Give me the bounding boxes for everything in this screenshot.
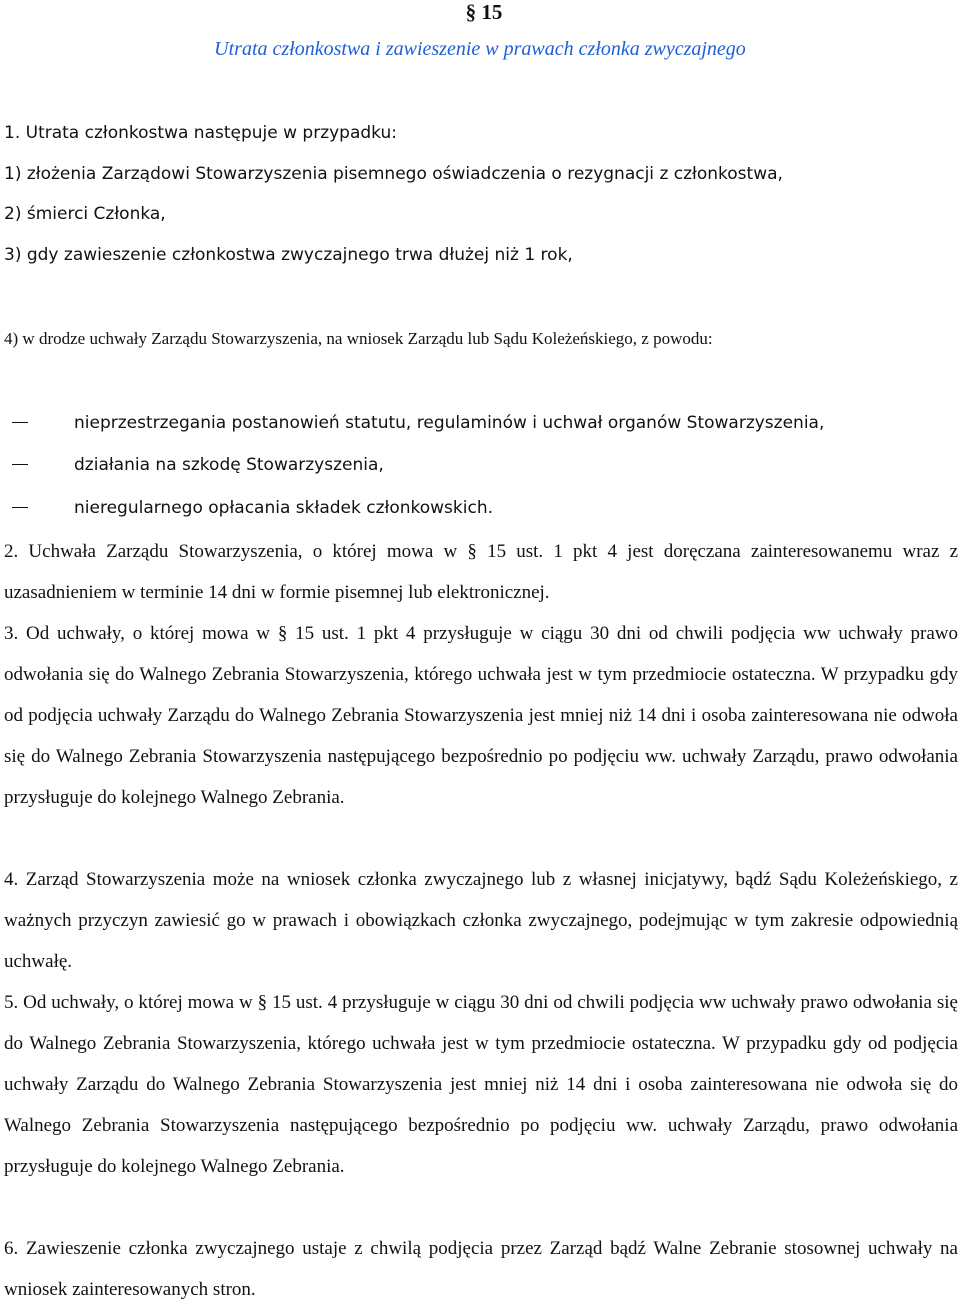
paragraph-1-item-2: 2) śmierci Członka,: [4, 204, 166, 224]
reason-text: nieprzestrzegania postanowień statutu, regulaminów i uchwał organów Stowarzyszenia,: [74, 413, 825, 433]
paragraph-1-item-3: 3) gdy zawieszenie członkostwa zwyczajnego trwa dłużej niż 1 rok,: [4, 245, 573, 265]
dash-bullet-icon: [12, 422, 28, 423]
section-number: § 15: [465, 0, 503, 24]
paragraph-6: 6. Zawieszenie członka zwyczajnego ustaje z chwilą podjęcia przez Zarząd bądź Walne Zebranie stosownej uchwały na wniosek zainteresowanych stron.: [4, 1238, 958, 1300]
reason-list-item: [0, 453, 960, 477]
dash-bullet-icon: [12, 464, 28, 465]
paragraph-2: 2. Uchwała Zarządu Stowarzyszenia, o której mowa w § 15 ust. 1 pkt 4 jest doręczana zainteresowanemu wraz z uzasadnieniem w terminie 14 dni w formie pisemnej lub elektronicznej.: [4, 541, 958, 603]
paragraph-4: 4. Zarząd Stowarzyszenia może na wniosek członka zwyczajnego lub z własnej inicjatywy, bądź Sądu Koleżeńskiego, z ważnych przyczyn zawiesić go w prawach i obowiązkach członka zwyczajnego, podejmując w tym zakresie odpowiednią uchwałę.: [4, 869, 958, 972]
reason-list-item: [0, 411, 960, 435]
reason-list-item: [0, 496, 960, 520]
section-title: Utrata członkostwa i zawieszenie w prawach członka zwyczajnego: [214, 38, 746, 60]
paragraph-5: 5. Od uchwały, o której mowa w § 15 ust. 4 przysługuje w ciągu 30 dni od chwili podjęcia ww uchwały prawo odwołania się do Walnego Zebrania Stowarzyszenia, którego uchwała jest w tym przedmiocie ostateczna. W przypadku gdy od podjęcia uchwały Zarządu do Walnego Zebrania Stowarzyszenia jest mniej niż 14 dni i osoba zainteresowana nie odwoła się do Walnego Zebrania Stowarzyszenia następującego bezpośrednio po podjęciu ww. uchwały Zarządu, prawo odwołania przysługuje do kolejnego Walnego Zebrania.: [4, 992, 958, 1177]
reason-text: nieregularnego opłacania składek członkowskich.: [74, 498, 493, 518]
reason-text: działania na szkodę Stowarzyszenia,: [74, 455, 384, 475]
paragraph-1-item-4: 4) w drodze uchwały Zarządu Stowarzyszenia, na wniosek Zarządu lub Sądu Koleżeńskiego, z powodu:: [4, 329, 713, 348]
paragraph-1-item-1: 1) złożenia Zarządowi Stowarzyszenia pisemnego oświadczenia o rezygnacji z członkostwa,: [4, 164, 783, 184]
paragraph-3: 3. Od uchwały, o której mowa w § 15 ust. 1 pkt 4 przysługuje w ciągu 30 dni od chwili podjęcia ww uchwały prawo odwołania się do Walnego Zebrania Stowarzyszenia, którego uchwała jest w tym przedmiocie ostateczna. W przypadku gdy od podjęcia uchwały Zarządu do Walnego Zebrania Stowarzyszenia jest mniej niż 14 dni i osoba zainteresowana nie odwoła się do Walnego Zebrania Stowarzyszenia następującego bezpośrednio po podjęciu ww. uchwały Zarządu, prawo odwołania przysługuje do kolejnego Walnego Zebrania.: [4, 623, 958, 808]
paragraph-1-heading: 1. Utrata członkostwa następuje w przypadku:: [4, 123, 398, 143]
dash-bullet-icon: [12, 507, 28, 508]
